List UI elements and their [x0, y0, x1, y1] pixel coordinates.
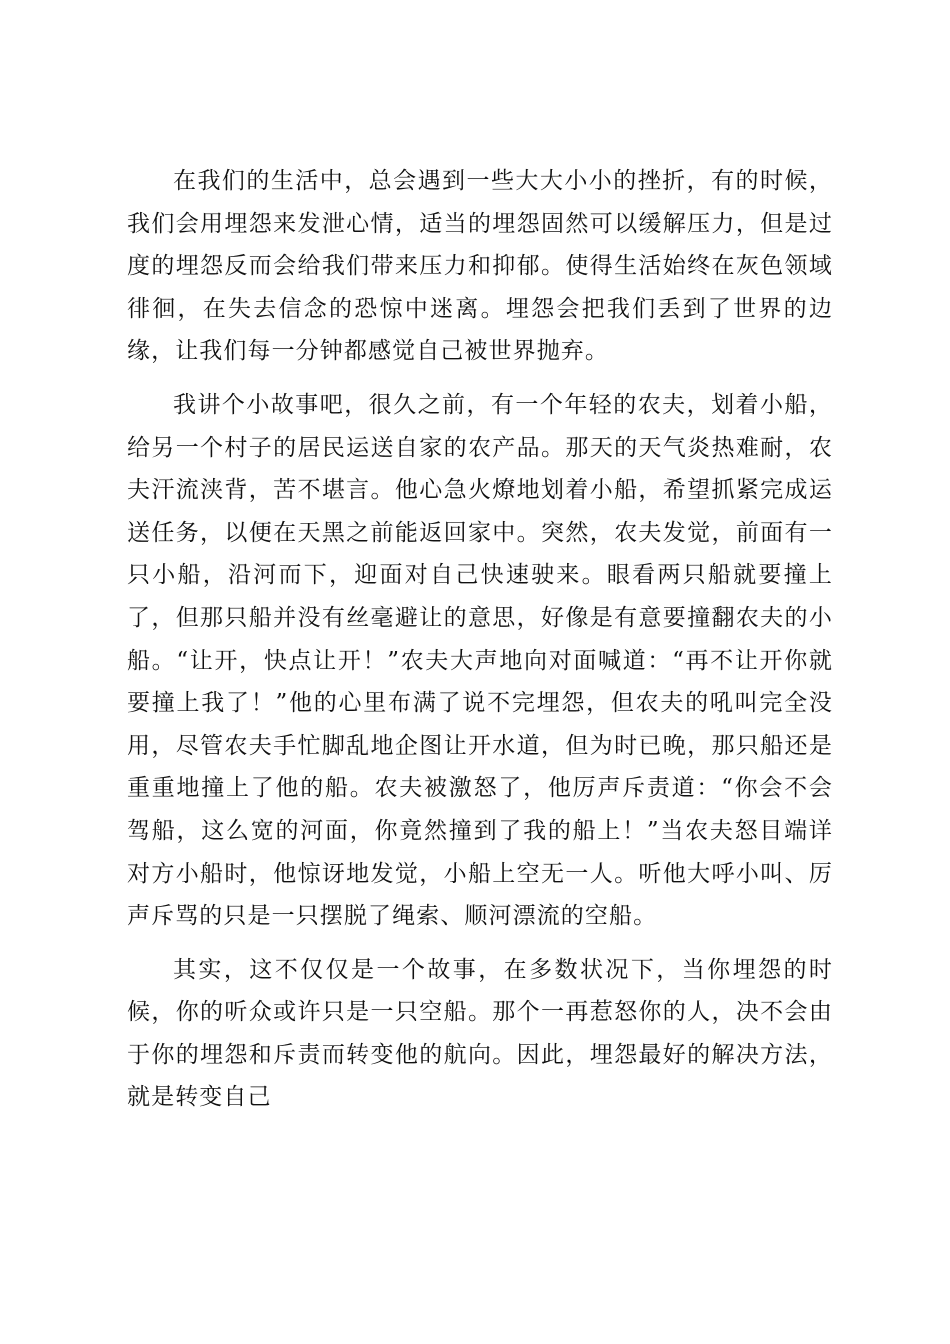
paragraph-1: 在我们的生活中，总会遇到一些大大小小的挫折，有的时候，我们会用埋怨来发泄心情，适当的埋怨固然可以缓解压力，但是过度的埋怨反而会给我们带来压力和抑郁。使得生活始终在灰色领域徘徊，在失去信念的恐惊中迷离。埋怨会把我们丢到了世界的边缘，让我们每一分钟都感觉自己被世界抛弃。 — [127, 168, 833, 365]
paragraph-2: 我讲个小故事吧，很久之前，有一个年轻的农夫，划着小船，给另一个村子的居民运送自家的农产品。那天的天气炎热难耐，农夫汗流浃背，苦不堪言。他心急火燎地划着小船，希望抓紧完成运送任务，以便在天黑之前能返回家中。突然，农夫发觉，前面有一只小船，沿河而下，迎面对自己快速驶来。眼看两只船就要撞上了，但那只船并没有丝毫避让的意思，好像是有意要撞翻农夫的小船。“让开，快点让开！”农夫大声地向对面喊道：“再不让开你就要撞上我了！”他的心里布满了说不完埋怨，但农夫的吼叫完全没用，尽管农夫手忙脚乱地企图让开水道，但为时已晚，那只船还是重重地撞上了他的船。农夫被激怒了，他厉声斥责道：“你会不会驾船，这么宽的河面，你竟然撞到了我的船上！”当农夫怒目端详对方小船时，他惊讶地发觉，小船上空无一人。听他大呼小叫、厉声斥骂的只是一只摆脱了绳索、顺河漂流的空船。 — [127, 391, 833, 930]
document-body — [127, 160, 833, 1130]
paragraph-3: 其实，这不仅仅是一个故事，在多数状况下，当你埋怨的时候，你的听众或许只是一只空船。那个一再惹怒你的人，决不会由于你的埋怨和斥责而转变他的航向。因此，埋怨最好的解决方法，就是转变自己 — [127, 956, 833, 1111]
